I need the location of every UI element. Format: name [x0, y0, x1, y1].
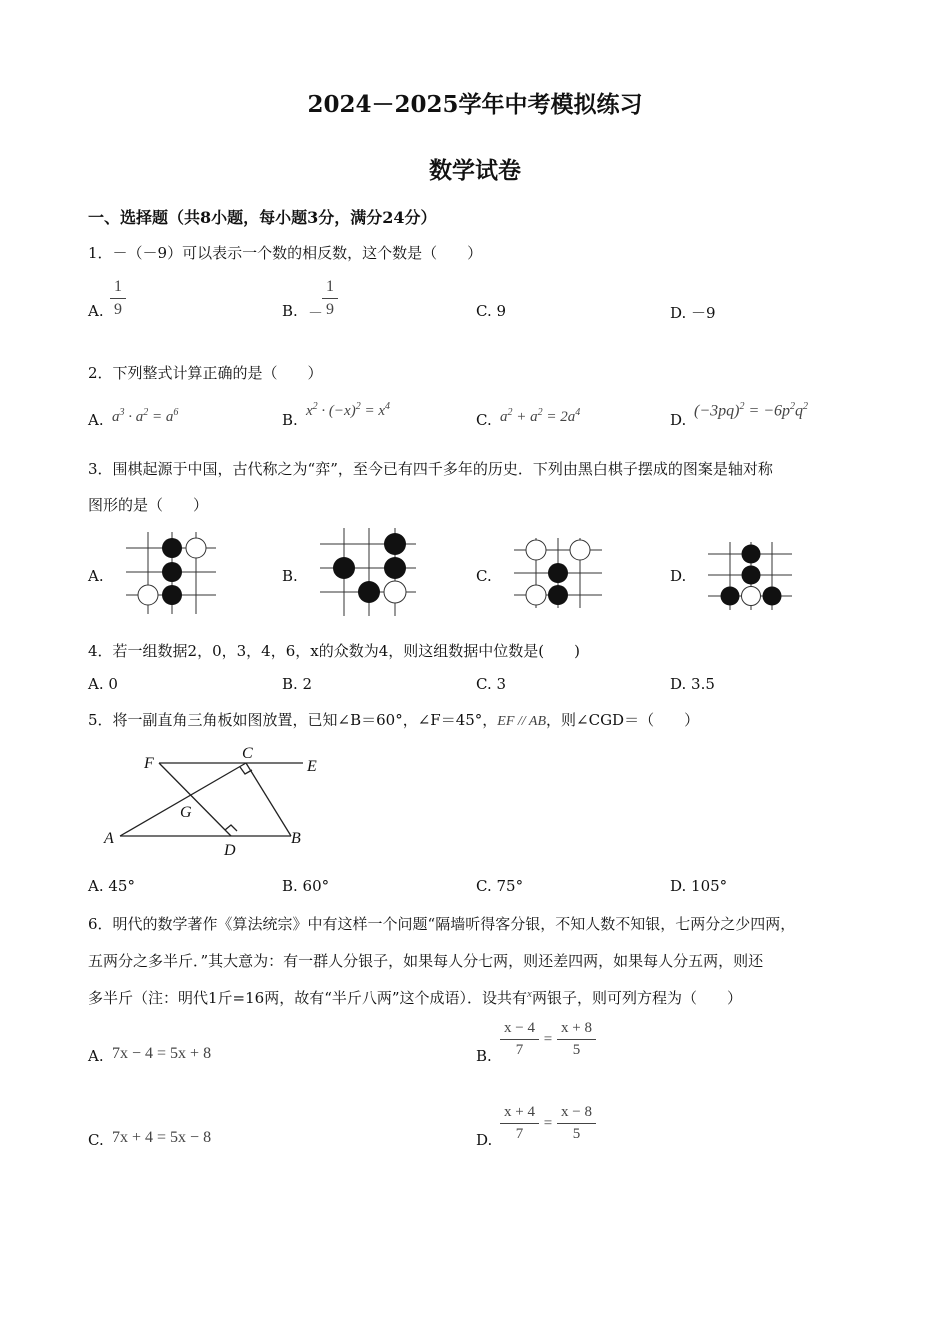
q3-option-d-label: D. [670, 567, 687, 585]
q1-option-a-fraction: $\frac{1}{9}$ [110, 278, 126, 319]
q5-label-e: E [307, 758, 317, 775]
q6-stem-line3 [88, 987, 742, 1008]
q2-option-c-label: C. [476, 411, 492, 429]
q3-stem-line2: 图形的是（ ） [88, 496, 209, 514]
q2-option-d-label: D. [670, 411, 687, 429]
q5-stem-part1: 5．将一副直角三角板如图放置，已知∠B＝60°，∠F＝45°， [88, 711, 498, 729]
q6-stem-line2: 五两分之多半斤．”其大意为：有一群人分银子，如果每人分七两，则还差四两，如果每人分五两，则还 [88, 952, 764, 970]
q6-stem-line3-part2: 两银子，则可列方程为（ ） [531, 989, 742, 1007]
q3-option-c-go-board [512, 536, 604, 610]
q6-option-a-equation: 7x − 4 = 5x + 8 [112, 1045, 212, 1062]
exam-subtitle: 数学试卷 [429, 157, 521, 184]
q3-option-c-label: C. [476, 567, 492, 585]
q3-option-d-go-board [706, 540, 794, 612]
q6-option-c-equation: 7x + 4 = 5x − 8 [112, 1129, 212, 1146]
q6-option-b-equation: $\frac{x - 4}{7}$ = $\frac{x + 8}{5}$ [500, 1020, 596, 1059]
q5-option-b: B. 60° [282, 877, 330, 895]
q1-option-b-sign: － [308, 306, 324, 322]
q5-label-f: F [144, 755, 154, 772]
q5-stem-math: EF // AB [497, 714, 547, 729]
q3-option-b-label: B. [282, 567, 298, 585]
q1-option-b-label: B. [282, 302, 298, 320]
q5-label-a: A [104, 830, 114, 847]
q2-option-d-expr: $(-3pq)^2 = -6p^2q^2$ [694, 401, 809, 420]
q5-triangle-figure [100, 742, 330, 860]
q6-option-a-label: A. [88, 1047, 104, 1065]
q2-option-b-label: B. [282, 411, 298, 429]
q2-option-c-expr: $a^2 + a^2 = 2a^4$ [500, 407, 581, 425]
q5-option-a: A. 45° [88, 877, 135, 895]
q6-variable-x: x [527, 988, 532, 1000]
q3-option-a-go-board [124, 530, 218, 616]
q2-option-a-label: A. [88, 411, 104, 429]
q5-label-c: C [242, 745, 253, 762]
q3-option-b-go-board [318, 526, 418, 618]
q1-option-b-fraction: $\frac{1}{9}$ [322, 278, 338, 319]
q2-option-b-expr: $x^2 \cdot (-x)^2 = x^4$ [306, 401, 390, 419]
q1-option-c: C. 9 [476, 302, 507, 320]
q1-stem: 1．－（－9）可以表示一个数的相反数，这个数是（ ） [88, 244, 483, 262]
q1-option-a-label: A. [88, 302, 104, 320]
q2-stem: 2．下列整式计算正确的是（ ） [88, 364, 323, 382]
q4-stem: 4．若一组数据2，0，3，4，6，x的众数为4，则这组数据中位数是( ) [88, 642, 580, 660]
q1-option-d: D. －9 [670, 304, 716, 322]
q5-option-d: D. 105° [670, 877, 728, 895]
section-heading: 一、选择题（共8小题，每小题3分，满分24分） [88, 208, 437, 227]
q6-stem-line1: 6．明代的数学著作《算法统宗》中有这样一个问题“隔墙听得客分银，不知人数不知银，七两分之少四两， [88, 915, 796, 933]
q4-option-b: B. 2 [282, 675, 313, 693]
q5-stem-part2: ，则∠CGD＝（ ） [546, 711, 700, 729]
q5-label-d: D [224, 842, 236, 859]
q4-option-a: A. 0 [88, 675, 118, 693]
q6-stem-line3-part1: 多半斤（注：明代1斤=16两，故有“半斤八两”这个成语）．设共有 [88, 989, 528, 1007]
q3-option-a-label: A. [88, 567, 104, 585]
q6-option-d-equation: $\frac{x + 4}{7}$ = $\frac{x - 8}{5}$ [500, 1104, 596, 1143]
q6-option-d-label: D. [476, 1131, 493, 1149]
q2-option-a-expr: $a^3 \cdot a^2 = a^6$ [112, 407, 179, 425]
q4-option-d: D. 3.5 [670, 675, 715, 693]
q6-option-b-label: B. [476, 1047, 492, 1065]
exam-title: 2024－2025学年中考模拟练习 [307, 91, 643, 118]
q5-option-c: C. 75° [476, 877, 524, 895]
q5-label-g: G [180, 804, 192, 821]
q4-option-c: C. 3 [476, 675, 507, 693]
q3-stem-line1: 3．围棋起源于中国，古代称之为“弈”，至今已有四千多年的历史．下列由黑白棋子摆成的图案是轴对称 [88, 460, 773, 478]
q6-option-c-label: C. [88, 1131, 104, 1149]
q5-stem [88, 709, 699, 730]
q5-label-b: B [291, 830, 301, 847]
